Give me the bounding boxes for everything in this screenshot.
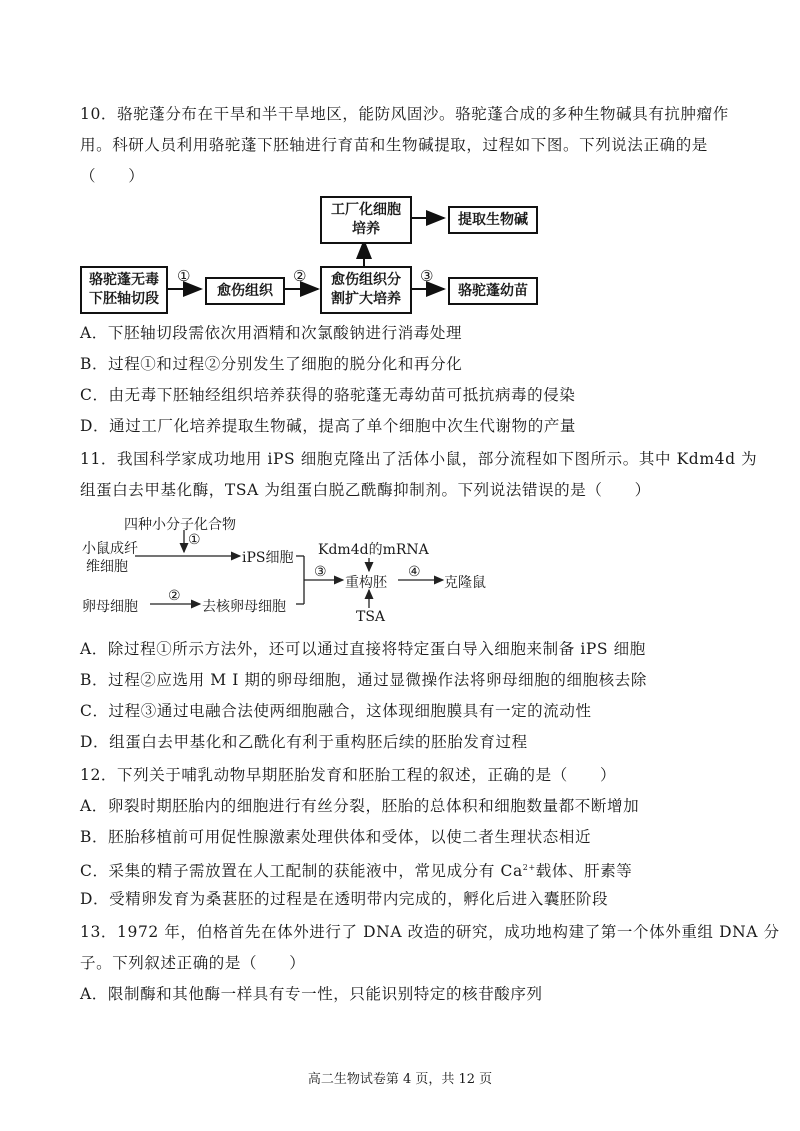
- q10-step2: ②: [293, 267, 307, 285]
- q10-box-start-l2: 下胚轴切段: [89, 291, 159, 307]
- q12-stem-line1: 12．下列关于哺乳动物早期胚胎发育和胚胎工程的叙述，正确的是（ ）: [80, 766, 617, 784]
- q10-option-a: A．下胚轴切段需依次用酒精和次氯酸钠进行消毒处理: [80, 324, 463, 342]
- q10-option-b: B．过程①和过程②分别发生了细胞的脱分化和再分化: [80, 355, 463, 373]
- q10-box-extract: 提取生物碱: [448, 206, 538, 234]
- q11-enucleated: 去核卵母细胞: [202, 599, 286, 615]
- q11-stem-line1: 11．我国科学家成功地用 iPS 细胞克隆出了活体小鼠，部分流程如下图所示。其中 Kdm4d 为: [80, 450, 758, 468]
- q13-option-a: A．限制酶和其他酶一样具有专一性，只能识别特定的核苷酸序列: [80, 985, 543, 1003]
- q12-option-d: D．受精卵发育为桑葚胚的过程是在透明带内完成的，孵化后进入囊胚阶段: [80, 890, 609, 908]
- q10-step1: ①: [177, 267, 191, 285]
- q12-option-c-post: 载体、肝素等: [535, 862, 633, 881]
- q11-oocyte: 卵母细胞: [82, 599, 138, 615]
- q11-stem-line2: 组蛋白去甲基化酶，TSA 为组蛋白脱乙酰酶抑制剂。下列说法错误的是（ ）: [80, 481, 651, 499]
- q11-tsa: TSA: [356, 609, 386, 625]
- q13-stem-line2: 子。下列叙述正确的是（ ）: [80, 954, 306, 972]
- q11-ips: iPS细胞: [242, 550, 294, 566]
- q10-box-culture: [320, 266, 412, 314]
- q11-option-b: B．过程②应选用 M Ⅰ 期的卵母细胞，通过显微操作法将卵母细胞的细胞核去除: [80, 671, 647, 689]
- q11-mrna: Kdm4d的mRNA: [318, 542, 429, 558]
- page-footer: 高二生物试卷第 4 页，共 12 页: [307, 1072, 493, 1087]
- q10-box-start-l1: 骆驼蓬无毒: [89, 272, 159, 288]
- q11-option-d: D．组蛋白去甲基化和乙酰化有利于重构胚后续的胚胎发育过程: [80, 733, 528, 751]
- q11-fibro-l1: 小鼠成纤: [82, 541, 138, 557]
- q10-box-factory-l2: 培养: [352, 221, 380, 237]
- q11-step3: ③: [314, 564, 327, 580]
- q11-option-c: C．过程③通过电融合法使两细胞融合，这体现细胞膜具有一定的流动性: [80, 702, 592, 720]
- q12-option-a: A．卵裂时期胚胎内的细胞进行有丝分裂，胚胎的总体积和细胞数量都不断增加: [80, 797, 640, 815]
- q10-box-callus: 愈伤组织: [205, 277, 285, 305]
- q11-compounds: 四种小分子化合物: [124, 517, 236, 533]
- q10-stem-line3: （ ）: [80, 167, 145, 185]
- q11-step2: ②: [168, 588, 181, 604]
- q11-option-a: A．除过程①所示方法外，还可以通过直接将特定蛋白导入细胞来制备 iPS 细胞: [80, 640, 646, 658]
- q10-option-d: D．通过工厂化培养提取生物碱，提高了单个细胞中次生代谢物的产量: [80, 417, 577, 435]
- q10-box-culture-l1: 愈伤组织分: [331, 272, 401, 288]
- q12-option-c-pre: C．采集的精子需放置在人工配制的获能液中，常见成分有 Ca: [80, 862, 523, 881]
- q12-option-c-sup: 2+: [522, 863, 536, 872]
- q12-option-c: [80, 857, 632, 882]
- q10-step3: ③: [420, 267, 434, 285]
- q11-clone: 克隆鼠: [444, 575, 486, 591]
- q12-option-b: B．胚胎移植前可用促性腺激素处理供体和受体，以使二者生理状态相近: [80, 828, 592, 846]
- q11-step1: ①: [188, 532, 201, 548]
- q10-stem-line1: 10．骆驼蓬分布在干旱和半干旱地区，能防风固沙。骆驼蓬合成的多种生物碱具有抗肿瘤作: [80, 105, 729, 123]
- q11-fibro-l2: 维细胞: [86, 559, 128, 575]
- q10-box-factory-l1: 工厂化细胞: [331, 202, 401, 218]
- q10-box-culture-l2: 割扩大培养: [331, 291, 401, 307]
- q10-box-factory: [320, 196, 412, 244]
- q10-box-seedling: 骆驼蓬幼苗: [448, 277, 538, 305]
- q10-option-c: C．由无毒下胚轴经组织培养获得的骆驼蓬无毒幼苗可抵抗病毒的侵染: [80, 386, 576, 404]
- q10-stem-line2: 用。科研人员利用骆驼蓬下胚轴进行育苗和生物碱提取，过程如下图。下列说法正确的是: [80, 136, 708, 154]
- q11-step4: ④: [408, 564, 421, 580]
- q13-stem-line1: 13．1972 年，伯格首先在体外进行了 DNA 改造的研究，成功地构建了第一个体外重组 DNA 分: [80, 923, 780, 941]
- q11-embryo: 重构胚: [345, 575, 387, 591]
- q10-box-start: [80, 266, 168, 314]
